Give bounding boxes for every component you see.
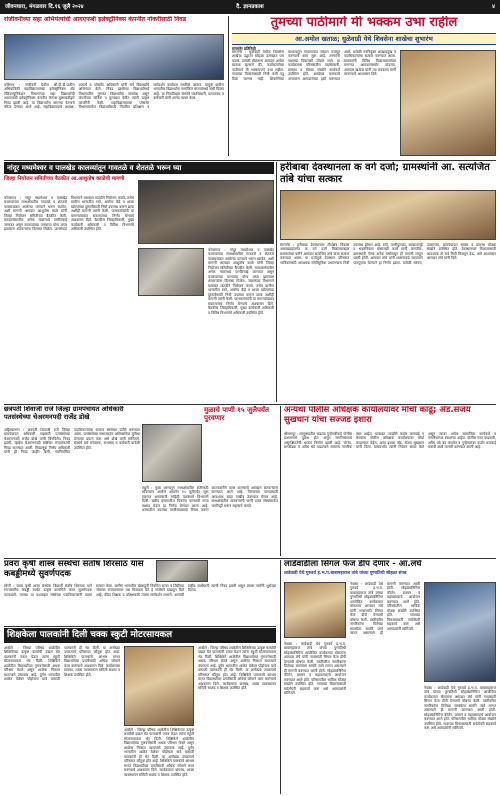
story-body: अकोले : जिल्हा परिषद शाळेतील शिक्षिकेच्या उत्कृष्ट कार्याची दखल घेत पालकांनी एकत्र येऊन त्यांना स्कुटी मोटरसायकल भेट दिली. शिक्षिकेने शाळेतील विद्यार्थ्यांच्या गुणवत्तेसाठी अथक परिश्रम घेतले असून शाळेचा निकाल सातत्याने उंचावला आहे. दुर्गम भागातील शाळेत वेळेवर पोहोचता यावे यासाठी पालकांनी ही भेट दिली. या अनोख्या उपक्रमाचे परिसरात कौतुक होत आहे. शिक्षिकेने पालकांचे आभार मानत विद्यार्थ्यांच्या प्रगतीसाठी अधिक जोमाने काम करण्याचे आश्वासन दिले. कार्यक्रमास ग्रामस्थ, शाळा व्यवस्थापन समिती सदस्य व शिक्षक उपस्थित होते. xyxy=(4,646,120,682)
byline: संगमनेर प्रतिनिधी xyxy=(232,46,256,52)
story-kalwa-water xyxy=(4,162,274,402)
story-headline: मुळाचे पाणी १५ जुलैपर्यंत पुरवणार xyxy=(204,406,269,423)
story-headline: शिक्षकेला पालकांनी दिली चक्क स्कुटी मोटरसायकल xyxy=(4,628,276,643)
story-body: संगमनेर : धुळेवाडी येथील शिवसेना शाखेचा उद्घाटन सोहळा उत्साहात पार पडला. यावेळी बोलताना आमदार अमोल खताळ म्हणाले की, कार्यकर्त्यांच्या पाठीमागे मी भक्कमपणे उभा राहील. गावाच्या विकासासाठी निधी कमी पडू दिला जाणार नाही. शिवसेनेच्या माध्यमातून गावागावात संघटन मजबूत करण्याचे काम सुरू आहे. तरुणांनी पक्षाच्या विचारांशी जोडले जावे. या कार्यक्रमास परिसरातील पदाधिकारी, ग्रामस्थ व मोठ्या संख्येने कार्यकर्ते उपस्थित होते. शाखेच्या फलकाचे अनावरण आमदारांच्या हस्ते करण्यात आले. यावेळी नवनियुक्त शाखाप्रमुख व पदाधिकाऱ्यांचा सत्कार करण्यात आला. ग्रामस्थांनी विविध विकासकामांच्या मागण्या आमदारांसमोर मांडल्या. आमदार खताळ यांनी त्या लवकरच मार्गी लावण्याचे आश्वासन दिले. xyxy=(232,50,396,81)
story-patsanstha xyxy=(4,406,140,556)
story-body: अहिल्यानगर : छत्रपती शिवाजी राजे जिल्हा ग्रामपंचायत अधिकारी सहकारी पतसंस्थेच्या चेअरमनपदी राजेंद्र डोखे यांची बिनविरोध निवड झाली. व्हाईस चेअरमनपदी संबंधित संचालकांची निवड करण्यात आली. निवडणूक निर्णय अधिकारी यांनी ही निवड जाहीर केली. नवनिर्वाचित पदाधिकाऱ्यांचा सत्कार संस्थेच्या वतीने करण्यात आला. पतसंस्थेच्या सभासदांना अधिकाधिक सुविधा देण्याचा प्रयत्न करू असे डोखे यांनी सांगितले. संस्थेचे सर्व संचालक, सभासद व कर्मचारी यावेळी उपस्थित होते. xyxy=(4,428,140,455)
meeting-photo xyxy=(138,180,274,244)
story-police-morcha xyxy=(284,406,496,556)
story-body-cont: कोपरगाव : नांदूर मध्यमेश्वर व पालखेड कालव्याच्या लाभक्षेत्रातील गावतळे व शेततळे पावसाळ्यात आलेल्या पाण्याने भरून घ्यावेत, अशी मागणी आमदार आशुतोष काळे यांनी जिल्हा नियोजन समितीच्या बैठकीत केली. मतदारसंघातील अनेक गावांमध्ये पाणीटंचाई जाणवत असून कालव्याच्या पाण्याचा योग्य वापर झाल्यास शेतकऱ्यांना दिलासा मिळेल. जलसंपदा विभागाने याबाबत तातडीने नियोजन करावे. तसेच ग्रामीण भागातील रस्ते, आरोग्य केंद्रे व शाळा खोल्यांच्या दुरुस्तीसाठी निधी उपलब्ध करून द्यावा अशीही मागणी त्यांनी केली. पालकमंत्र्यांनी या मागण्यांबाबत सकारात्मक निर्णय घेण्याचे आश्वासन दिले. बैठकीस जिल्हाधिकारी, मुख्य कार्यकारी अधिकारी व विविध विभागांचे अधिकारी उपस्थित होते. xyxy=(208,248,274,315)
player-photo xyxy=(156,560,208,582)
portrait-photo xyxy=(138,248,204,296)
story-body: लोणी : प्रवरा कृषी शास्त्र संस्थेचा विद्यार्थी संतोष शिरसाठ याने राज्यस्तरीय कबड्डी स्पर्धेत उत्कृष्ट कामगिरी करत सुवर्णपदक पटकावले. त्याच्या या यशाबद्दल संस्थेच्या पदाधिकाऱ्यांनी त्याचा सत्कार केला. ग्रामीण भागातील खेळाडूंनी नियमित सराव व जिद्दीच्या जोरावर राज्यस्तरावर यश मिळवता येते हे संतोषने दाखवून दिले आहे. क्रीडा शिक्षक व प्रशिक्षकांचे त्याला मार्गदर्शन लाभले. आगामी राष्ट्रीय स्पर्धेसाठी त्याची निवड झाली असून त्याला सर्वांनी शुभेच्छा दिल्या. xyxy=(4,584,276,597)
felicitation-photo xyxy=(280,190,496,240)
story-body-right: अकोले : जिल्हा परिषद शाळेतील शिक्षिकेच्या उत्कृष्ट कार्याची दखल घेत पालकांनी एकत्र येऊन त्यांना स्कुटी मोटरसायकल भेट दिली. शिक्षिकेने शाळेतील विद्यार्थ्यांच्या गुणवत्तेसाठी अथक परिश्रम घेतले असून शाळेचा निकाल सातत्याने उंचावला आहे. दुर्गम भागातील शाळेत वेळेवर पोहोचता यावे यासाठी पालकांनी ही भेट दिली. या अनोख्या उपक्रमाचे परिसरात कौतुक होत आहे. शिक्षिकेने पालकांचे आभार मानत विद्यार्थ्यांच्या प्रगतीसाठी अधिक जोमाने काम करण्याचे आश्वासन दिले. कार्यक्रमास ग्रामस्थ, शाळा व्यवस्थापन समिती सदस्य व शिक्षक उपस्थित होते. xyxy=(198,646,276,691)
page-number: ४ xyxy=(492,3,495,10)
story-ifb-selection xyxy=(4,16,224,158)
story-body-left: नेवासा : लाडेवाडी येथे गुरुवर्य ह.भ.प. बाबामहाराज तांबे यांच्या पुण्यतिथी सोहळ्यानिमित्त आयोजित कार्यक्रमात बोलताना आमदार लंघे यांनी गावासाठी सिंगल फेज डीपी देण्याची घोषणा केली. वस्तीवरील नागरिकांना विजेच्या समस्येला सामोरे जावे लागत असल्याने ही मागणी करण्यात आली होती. सोहळ्यानिमित्त कीर्तन, प्रवचन व महाप्रसादाचे आयोजन करण्यात आले होते. परिसरातील भाविक मोठ्या संख्येने उपस्थित होते. गावाच्या विकासासाठी सर्वतोपरी सहकार्य करू असे आमदारांनी सांगितले. xyxy=(284,642,346,696)
group-photo xyxy=(4,34,224,80)
story-headline: नांदूर मध्यमेश्वर व पालखेड कालव्यांतून गावतळे व शेततळे भरून घ्या xyxy=(4,162,274,174)
story-headline: अन्यथा पोलीस अधिक्षक कार्यालयावर मोर्चा काढू; ॲड.संजय सुखधान यांचा सज्जड इशारा xyxy=(284,406,471,425)
story-subhead: लाडेवाडी येथे गुरुवर्य ह.भ.प.बाबामहाराज तांबे यांच्या पुण्यतिथी सोहळा संपन्न xyxy=(284,570,407,576)
story-headline: तुमच्या पाठीमागे मी भक्कम उभा राहील xyxy=(270,16,458,30)
story-subhead: आ.अमोल खताळ; धुळेवाडी येथे शिवसेना शाखेचा शुभारंभ xyxy=(232,33,496,45)
event-photo xyxy=(284,582,346,638)
story-ladewadi xyxy=(284,560,496,794)
story-body: कोरेगाव : रांजीवनी येथील श्री.पी.डी.पाटील अभियांत्रिकी महाविद्यालयाच्या इलेक्ट्रॉनिक्स अँड टेलिकम्युनिकेशन विभागाच्या सहा विद्यार्थ्यांची आयएफबी इलेक्ट्रॉनिक्स कंपनीत कॅम्पस मुलाखतीद्वारे निवड झाली आहे. या विद्यार्थ्यांना चांगल्या वेतनाचे पॅकेज देण्यात आले आहे. महाविद्यालयाचे अध्यक्ष, प्राचार्य व प्लेसमेंट अधिकारी यांनी सर्व विद्यार्थ्यांचे अभिनंदन केले. निवड झालेल्या विद्यार्थ्यांमध्ये विभागातील गुणवंत विद्यार्थ्यांचा समावेश असून कंपनीच्या तांत्रिक व मुलाखत फेरीत त्यांनी उत्कृष्ट कामगिरी केली. महाविद्यालयाच्या प्लेसमेंट विभागामार्फत विद्यार्थ्यांसाठी नियमित प्रशिक्षण व मार्गदर्शन कार्यक्रम राबविले जातात. यामुळे ग्रामीण भागातील विद्यार्थ्यांना नामांकित कंपन्यांमध्ये संधी मिळत आहे. या निवडीबद्दल संस्थेचे पदाधिकारी, प्राध्यापक व कर्मचारी यांनी आनंद व्यक्त केला. xyxy=(4,83,224,110)
newspaper-name: दै. ज्ञानप्रकाश xyxy=(236,3,264,10)
story-scooty-gift xyxy=(4,628,276,794)
portrait-photo xyxy=(424,582,496,682)
story-headline: हरीबाबा देवस्थानला क वर्ग दर्जा; ग्रामस्थांनी आ. सत्यजित तांबे यांचा सत्कार xyxy=(280,162,490,185)
event-photo xyxy=(400,50,496,156)
story-headline: प्रवरा कृषी शास्त्र संस्थेचा संतोष शिरसाठ यास कबड्डीमध्ये सुवर्णपदक xyxy=(4,560,144,579)
story-kabaddi xyxy=(4,560,276,624)
issue-date: जीवनधारा, मंगळवार दि.१६ जुलै २०२४ xyxy=(5,3,84,10)
story-body-cont: नेवासा : लाडेवाडी येथे गुरुवर्य ह.भ.प. बाबामहाराज तांबे यांच्या पुण्यतिथी सोहळ्यानिमित्त आयोजित कार्यक्रमात बोलताना आमदार लंघे यांनी गावासाठी सिंगल फेज डीपी देण्याची घोषणा केली. वस्तीवरील नागरिकांना विजेच्या समस्येला सामोरे जावे लागत असल्याने ही मागणी करण्यात आली होती. सोहळ्यानिमित्त कीर्तन, प्रवचन व महाप्रसादाचे आयोजन करण्यात आले होते. परिसरातील भाविक मोठ्या संख्येने उपस्थित होते. गावाच्या विकासासाठी सर्वतोपरी सहकार्य करू असे आमदारांनी सांगितले. xyxy=(424,686,496,731)
story-subhead: जिल्हा नियोजन समितीच्या बैठकीत आ.आशुतोष काळेंची मागणी xyxy=(4,176,125,183)
newspaper-page xyxy=(0,14,500,796)
story-headline: छत्रपती शिवाजी राजे जिल्हा ग्रामपंचायत अधिकारी पतसंस्थेच्या चेअरमनपदी राजेंद्र डोखे xyxy=(4,406,124,421)
story-body: श्रीरामपूर : तालुक्यातील वाढत्या गुन्हेगारीकडे पोलीस प्रशासनाचे दुर्लक्ष होत असून नागरिकांमध्ये असुरक्षिततेची भावना निर्माण झाली आहे. चोऱ्या, घरफोड्या व अवैध धंदे वाढल्याने सामान्य नागरिक त्रस्त आहेत. याबाबत तातडीने कठोर कारवाई न केल्यास पोलीस अधिक्षक कार्यालयावर मोर्चा काढण्यात येईल, असा इशारा ॲड. संजय सुखधान यांनी दिला. यासंदर्भात त्यांनी निवेदन सादर केले असून त्यावर अनेक सामाजिक कार्यकर्ते व नागरिकांच्या स्वाक्षऱ्या आहेत. पोलीस गस्त वाढवावी, अवैध धंदे बंद करावेत व गुन्हेगारांवर कठोर कारवाई करावी अशी मागणी करण्यात आली आहे. xyxy=(284,432,496,450)
story-mula-water xyxy=(142,406,278,556)
story-haribaba xyxy=(280,162,496,402)
story-body: संगमनेर : हरीबाबा देवस्थानला तीर्थक्षेत्र विकास आराखड्यांतर्गत क वर्ग दर्जा मिळाल्याबद्दल ग्रामस्थांच्या वतीने आमदार सत्यजित तांबे यांचा सत्कार करण्यात आला. या दर्जामुळे देवस्थान परिसरात भाविकांसाठी आवश्यक सोयीसुविधा उभारण्यास निधी उपलब्ध होणार आहे. रस्ते, पाणीपुरवठा, स्वच्छतागृहे व भक्तनिवास यांसारखी कामे मार्गी लागतील. ग्रामस्थांनी गेल्या अनेक वर्षांपासून ही मागणी लावून धरली होती. आमदार तांबे यांनी शासनाकडे सातत्याने पाठपुरावा केल्याने हा निर्णय झाला. यावेळी सरपंच, उपसरपंच, ग्रामपंचायत सदस्य व ग्रामस्थ मोठ्या संख्येने उपस्थित होते. देवस्थानच्या विकासासाठी आवश्यक तो सर्व निधी मिळवून देऊ, असे आश्वासन आमदार तांबे यांनी दिले. xyxy=(280,243,496,265)
story-body: राहुरी : मुळा धरणातून लाभक्षेत्रातील शेतीसाठी सोडण्यात आलेले आवर्तन १५ जुलैपर्यंत सुरू राहणार असल्याची माहिती पाटबंधारे विभागाने दिली. खरीप हंगामातील पिकांना पाण्याची गरज लक्षात घेऊन हा निर्णय घेण्यात आला आहे. धरणातील उपलब्ध पाणीसाठ्याचा विचार करून काटकसरीने वापर करण्याचे आवाहन शेतकऱ्यांना करण्यात आले आहे. पिण्याच्या पाण्यासाठी आवश्यक साठा राखीव ठेवण्यात येणार आहे. लाभक्षेत्रातील शेतकऱ्यांनी पाणी वापर संस्थांमार्फत पाणीपट्टी भरून सहकार्य करावे. xyxy=(142,486,278,513)
masthead xyxy=(0,0,500,14)
story-amol-khatal xyxy=(232,16,496,158)
story-headline: रांजीवनीच्या सहा अभियंत्यांची आयएफबी इलेक्ट्रॉनिक्स कंपनीत नोकरीसाठी निवड xyxy=(4,16,187,23)
story-headline: लाडेवाडीला सिंगल फेज डीप देणार - आ.लंघे xyxy=(284,560,422,569)
story-body: नेवासा : लाडेवाडी येथे गुरुवर्य ह.भ.प. बाबामहाराज तांबे यांच्या पुण्यतिथी सोहळ्यानिमित्त आयोजित कार्यक्रमात बोलताना आमदार लंघे यांनी गावासाठी सिंगल फेज डीपी देण्याची घोषणा केली. वस्तीवरील नागरिकांना विजेच्या समस्येला सामोरे जावे लागत असल्याने ही मागणी करण्यात आली होती. सोहळ्यानिमित्त कीर्तन, प्रवचन व महाप्रसादाचे आयोजन करण्यात आले होते. परिसरातील भाविक मोठ्या संख्येने उपस्थित होते. गावाच्या विकासासाठी सर्वतोपरी सहकार्य करू असे आमदारांनी सांगितले. xyxy=(350,582,420,636)
story-body-cont: अकोले : जिल्हा परिषद शाळेतील शिक्षिकेच्या उत्कृष्ट कार्याची दखल घेत पालकांनी एकत्र येऊन त्यांना स्कुटी मोटरसायकल भेट दिली. शिक्षिकेने शाळेतील विद्यार्थ्यांच्या गुणवत्तेसाठी अथक परिश्रम घेतले असून शाळेचा निकाल सातत्याने उंचावला आहे. दुर्गम भागातील शाळेत वेळेवर पोहोचता यावे यासाठी पालकांनी ही भेट दिली. या अनोख्या उपक्रमाचे परिसरात कौतुक होत आहे. शिक्षिकेने पालकांचे आभार मानत विद्यार्थ्यांच्या प्रगतीसाठी अधिक जोमाने काम करण्याचे आश्वासन दिले. कार्यक्रमास ग्रामस्थ, शाळा व्यवस्थापन समिती सदस्य व शिक्षक उपस्थित होते. xyxy=(124,728,194,777)
scooty-photo xyxy=(124,646,194,726)
story-body: कोपरगाव : नांदूर मध्यमेश्वर व पालखेड कालव्याच्या लाभक्षेत्रातील गावतळे व शेततळे पावसाळ्यात आलेल्या पाण्याने भरून घ्यावेत, अशी मागणी आमदार आशुतोष काळे यांनी जिल्हा नियोजन समितीच्या बैठकीत केली. मतदारसंघातील अनेक गावांमध्ये पाणीटंचाई जाणवत असून कालव्याच्या पाण्याचा योग्य वापर झाल्यास शेतकऱ्यांना दिलासा मिळेल. जलसंपदा विभागाने याबाबत तातडीने नियोजन करावे. तसेच ग्रामीण भागातील रस्ते, आरोग्य केंद्रे व शाळा खोल्यांच्या दुरुस्तीसाठी निधी उपलब्ध करून द्यावा अशीही मागणी त्यांनी केली. पालकमंत्र्यांनी या मागण्यांबाबत सकारात्मक निर्णय घेण्याचे आश्वासन दिले. बैठकीस जिल्हाधिकारी, मुख्य कार्यकारी अधिकारी व विविध विभागांचे अधिकारी उपस्थित होते. xyxy=(4,196,135,232)
